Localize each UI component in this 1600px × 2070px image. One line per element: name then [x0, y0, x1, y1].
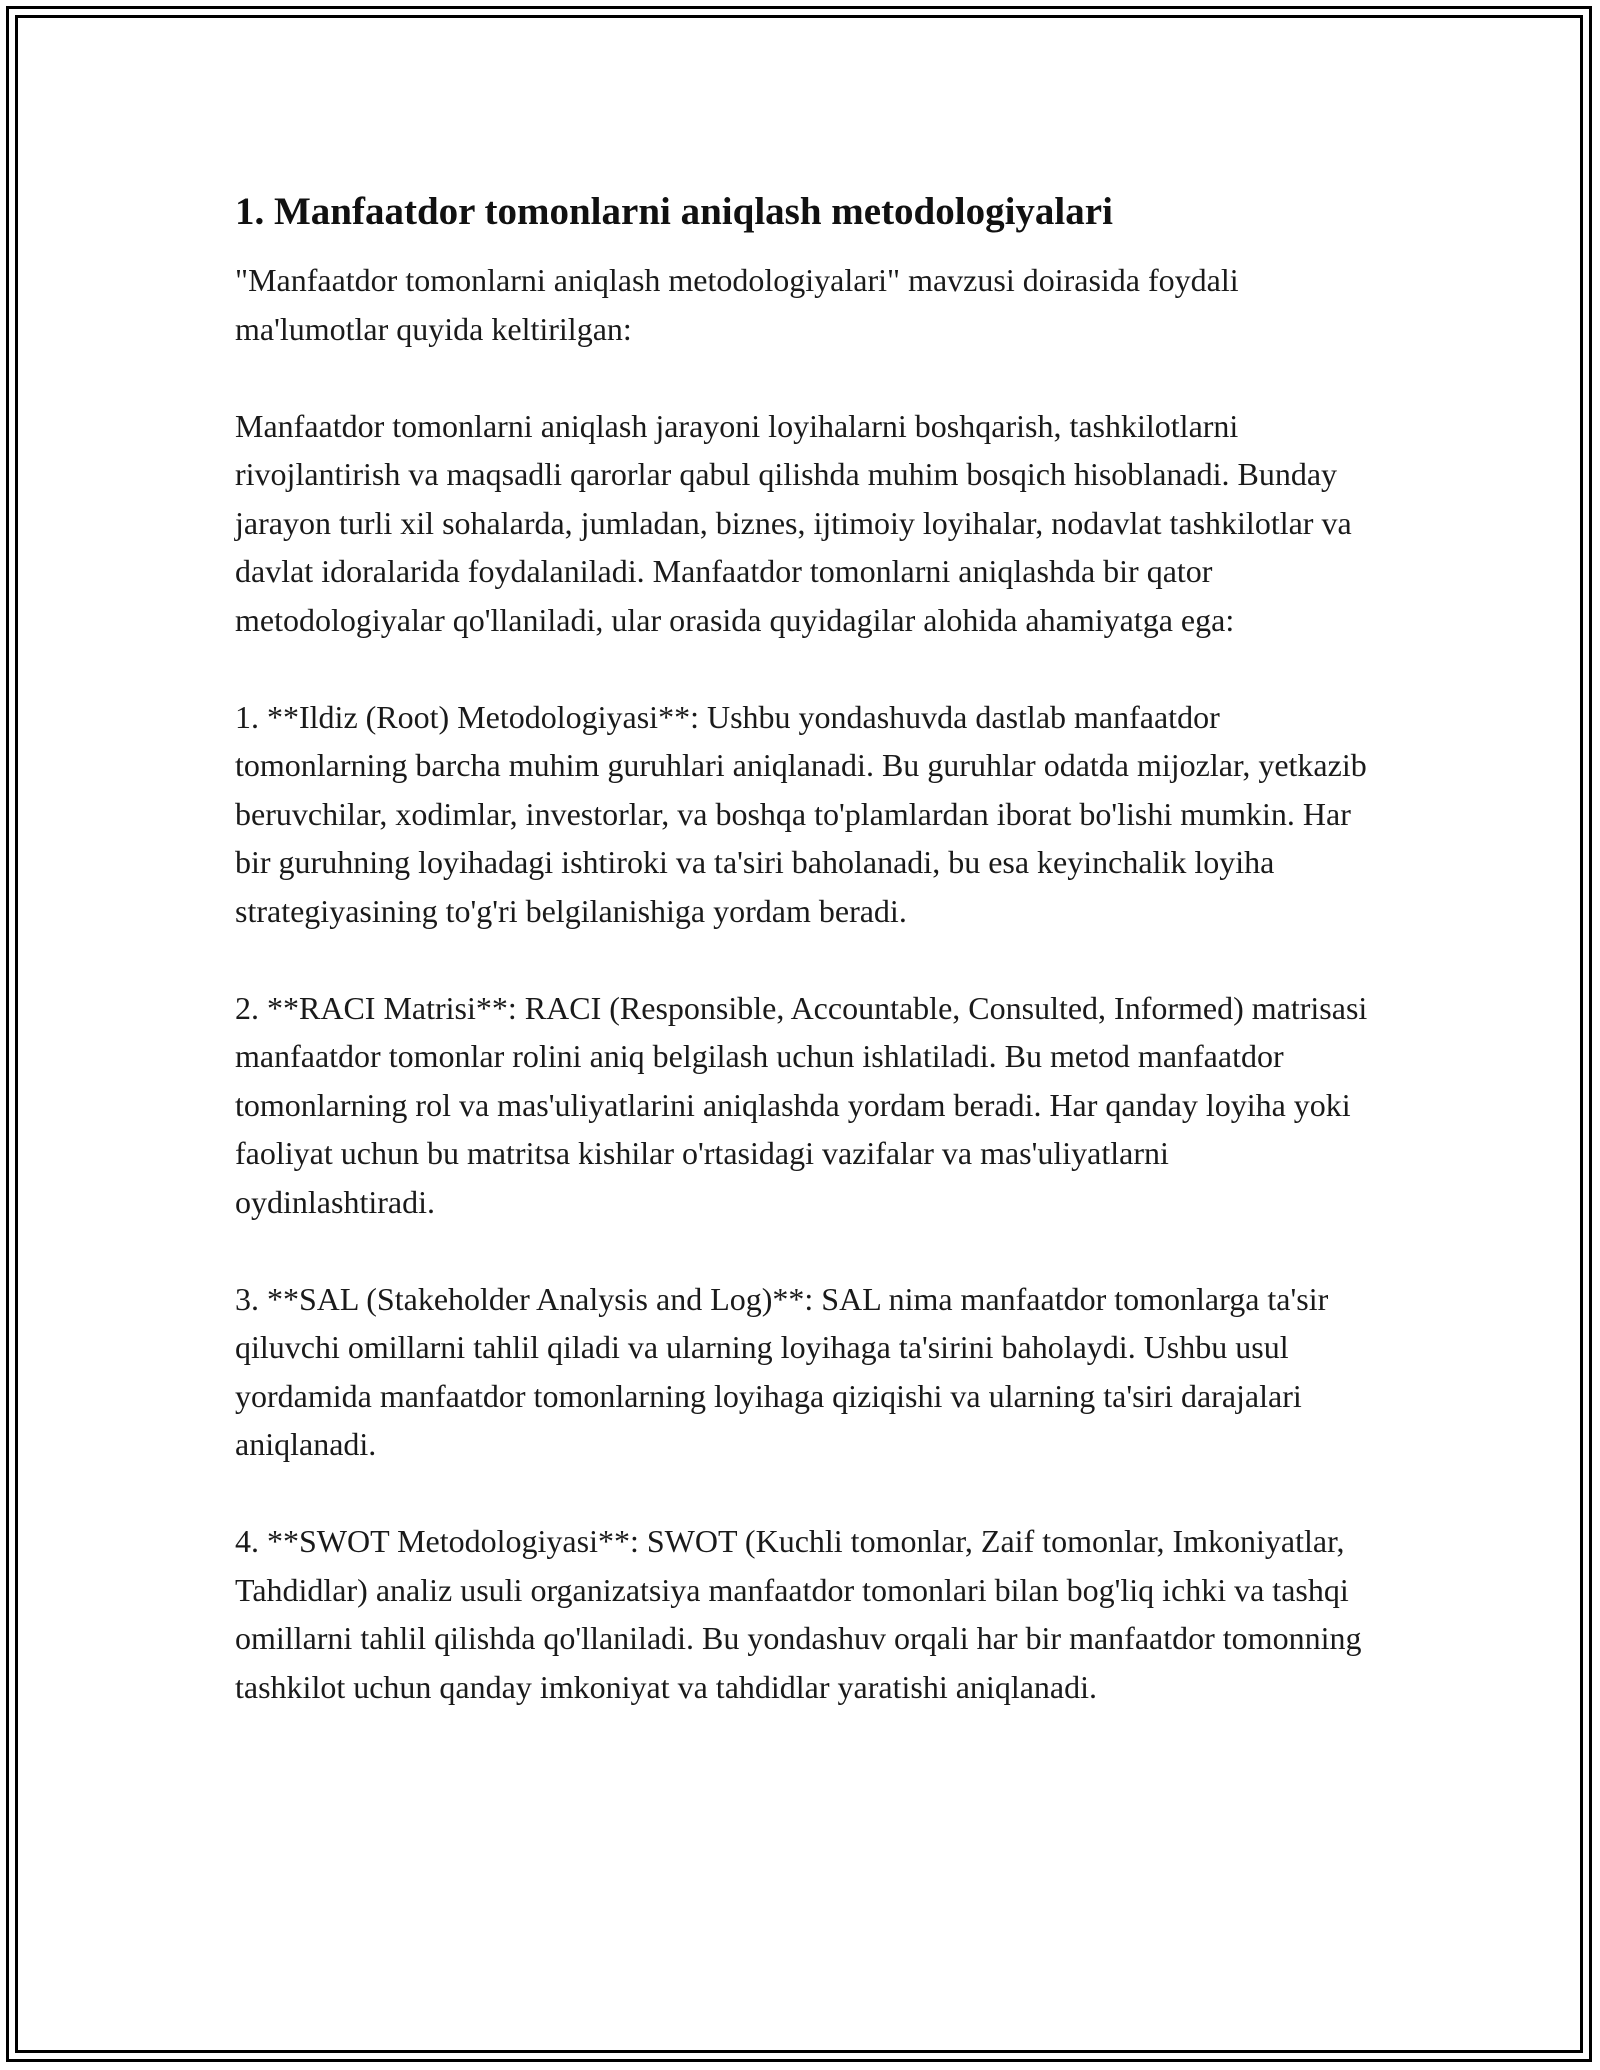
overview-paragraph: Manfaatdor tomonlarni aniqlash jarayoni loyihalarni boshqarish, tashkilotlarni rivojlantirish va maqsadli qarorlar qabul qilishda muhim bosqich hisoblanadi. Bunday jarayon turli xil sohalarda, jumladan, biznes, ijtimoiy loyihalar, nodavlat tashkilotlar va davlat idoralarida foydalaniladi. Manfaatdor tomonlarni aniqlashda bir qator metodologiyalar qo'llaniladi, ular orasida quyidagilar alohida ahamiyatga ega:	[235, 407, 1352, 638]
method-raci-paragraph: 2. **RACI Matrisi**: RACI (Responsible, Accountable, Consulted, Informed) matrisasi manfaatdor tomonlar rolini aniq belgilash uchun ishlatiladi. Bu metod manfaatdor tomonlarning rol va mas'uliyatlarini aniqlashda yordam beradi. Har qanday loyiha yoki faoliyat uchun bu matritsa kishilar o'rtasidagi vazifalar va mas'uliyatlarni oydinlashtiradi.	[235, 989, 1368, 1220]
method-root-paragraph: 1. **Ildiz (Root) Metodologiyasi**: Ushbu yondashuvda dastlab manfaatdor tomonlarning barcha muhim guruhlari aniqlanadi. Bu guruhlar odatda mijozlar, yetkazib beruvchilar, xodimlar, investorlar, va boshqa to'plamlardan iborat bo'lishi mumkin. Har bir guruhning loyihadagi ishtiroki va ta'siri baholanadi, bu esa keyinchalik loyiha strategiyasining to'g'ri belgilanishiga yordam beradi.	[235, 698, 1367, 929]
method-sal-paragraph: 3. **SAL (Stakeholder Analysis and Log)**: SAL nima manfaatdor tomonlarga ta'sir qiluvchi omillarni tahlil qiladi va ularning loyihaga ta'sirini baholaydi. Ushbu usul yordamida manfaatdor tomonlarning loyihaga qiziqishi va ularning ta'siri darajalari aniqlanadi.	[235, 1280, 1329, 1462]
document-title: 1. Manfaatdor tomonlarni aniqlash metodologiyalari	[235, 190, 1113, 233]
method-swot-paragraph: 4. **SWOT Metodologiyasi**: SWOT (Kuchli tomonlar, Zaif tomonlar, Imkoniyatlar, Tahdidlar) analiz usuli organizatsiya manfaatdor tomonlari bilan bog'liq ichki va tashqi omillarni tahlil qilishda qo'llaniladi. Bu yondashuv orqali har bir manfaatdor tomonning tashkilot uchun qanday imkoniyat va tahdidlar yaratishi aniqlanadi.	[235, 1523, 1362, 1705]
intro-paragraph: "Manfaatdor tomonlarni aniqlash metodologiyalari" mavzusi doirasida foydali ma'lumotlar quyida keltirilgan:	[235, 262, 1239, 347]
document-body	[235, 186, 1375, 1760]
